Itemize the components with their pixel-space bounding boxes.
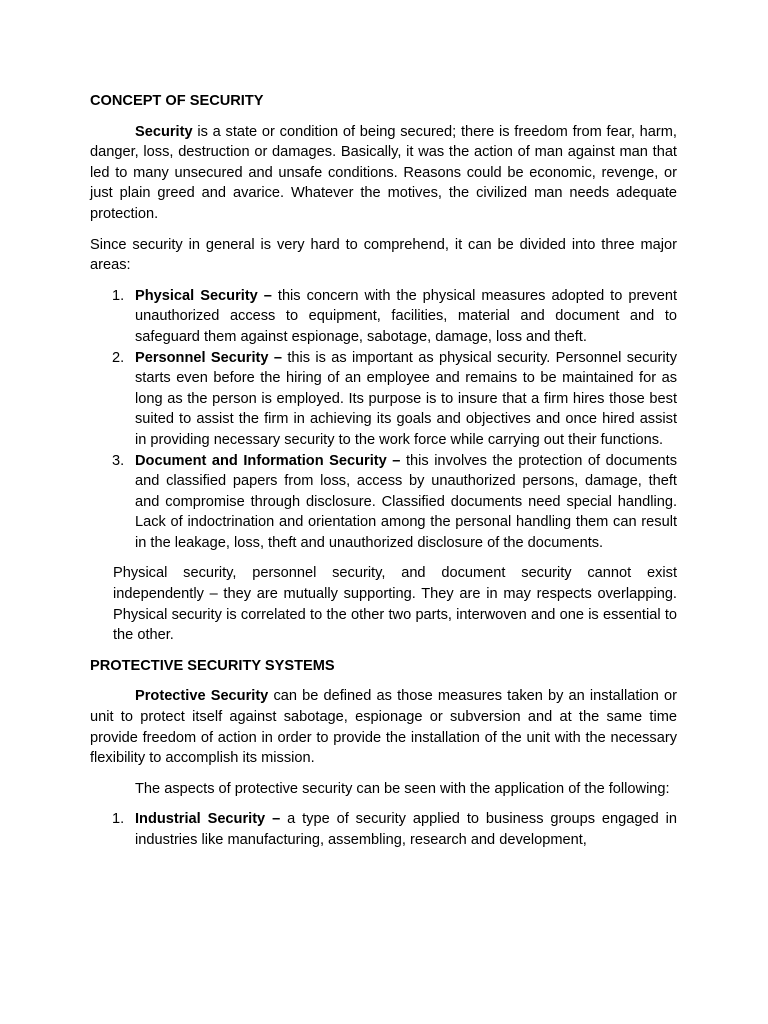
list-number: 1.: [112, 811, 125, 828]
list-text: a type of security applied to business groups engaged in industries like manufacturing, assembling, research and development,: [135, 811, 677, 848]
list-term: Document and Information Security –: [135, 452, 401, 469]
page-content: [90, 91, 677, 861]
list-term: Personnel Security –: [135, 349, 282, 366]
section-heading-concept: CONCEPT OF SECURITY: [90, 93, 264, 109]
list-item: [90, 451, 677, 554]
list-text: this is as important as physical security. Personnel security starts even before the hiring of an employee and remains to be maintained for as long as the person is employed. Its purpose is to insure that a firm hires those best suited to assist the firm in achieving its goals and objectives and once hired assist in providing necessary security to the work force while carrying out their functions.: [135, 349, 677, 448]
list-number: 3.: [112, 452, 125, 469]
list-number: 2.: [112, 349, 125, 366]
section-heading-protective: PROTECTIVE SECURITY SYSTEMS: [90, 657, 335, 674]
list-text: this concern with the physical measures adopted to prevent unauthorized access to equipment, facilities, material and document and to safeguard them against espionage, sabotage, damage, loss and theft.: [135, 287, 678, 345]
security-definition-text: is a state or condition of being secured; there is freedom from fear, harm, danger, loss, destruction or damages. Basically, it was the action of man against man that led to many unsecured and unsafe conditions. Reasons could be economic, revenge, or just plain greed and avarice. Whatever the motives, the civilized man needs adequate protection.: [90, 123, 677, 222]
list-item: [90, 348, 677, 451]
list-number: 1.: [112, 287, 125, 304]
division-paragraph: Since security in general is very hard to comprehend, it can be divided into three major areas:: [90, 236, 677, 274]
summary-paragraph: Physical security, personnel security, and document security cannot exist independently – they are mutually supporting. They are in may respects overlapping. Physical security is correlated to the other two parts, interwoven and one is essential to the other.: [113, 565, 677, 644]
list-text: this involves the protection of documents and classified papers from loss, access by unauthorized persons, damage, theft and compromise through disclosure. Classified documents need special handling. Lack of indoctrination and orientation among the personal handling them can result in the leakage, loss, theft and unauthorized disclosure of the documents.: [135, 452, 677, 551]
aspects-paragraph: The aspects of protective security can be seen with the application of the following:: [135, 780, 670, 797]
list-item: [90, 286, 677, 348]
list-term: Physical Security –: [135, 287, 272, 304]
protective-definition-text: can be defined as those measures taken by an installation or unit to protect itself against sabotage, espionage or subversion and at the same time provide freedom of action in order to provide the installation of the unit with the necessary flexibility to accomplish its mission.: [90, 688, 677, 767]
term-security: Security: [135, 123, 193, 140]
term-protective-security: Protective Security: [135, 688, 269, 705]
protective-aspects-list: [90, 809, 677, 850]
security-definition-paragraph: [90, 122, 677, 225]
security-areas-list: [90, 286, 677, 554]
list-term: Industrial Security –: [135, 811, 281, 828]
protective-definition-paragraph: [90, 686, 677, 768]
list-item: [90, 809, 677, 850]
